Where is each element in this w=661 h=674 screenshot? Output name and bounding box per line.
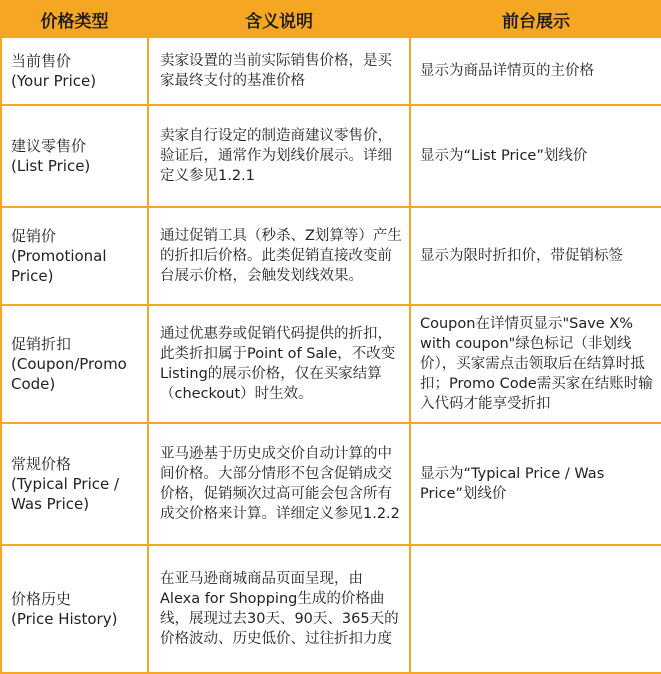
cell-display: 显示为“Typical Price / Was Price”划线价 — [410, 423, 661, 545]
cell-description: 在亚马逊商城商品页面呈现，由Alexa for Shopping生成的价格曲线，展现过去30天、90天、365天的价格波动、历史低价、过往折扣力度 — [148, 545, 410, 673]
header-price-type: 价格类型 — [1, 1, 148, 37]
cell-display: Coupon在详情页显示"Save X% with coupon"绿色标记（非划线价），买家需点击领取后在结算时抵扣；Promo Code需买家在结账时输入代码才能享受折扣 — [410, 305, 661, 423]
cell-price-type: 建议零售价 (List Price) — [1, 105, 148, 207]
cell-price-type: 促销价 (Promotional Price) — [1, 207, 148, 305]
table-row — [1, 105, 661, 207]
table-row — [1, 423, 661, 545]
cell-description: 通过优惠券或促销代码提供的折扣，此类折扣属于Point of Sale，不改变Listing的展示价格，仅在买家结算（checkout）时生效。 — [148, 305, 410, 423]
table-row — [1, 207, 661, 305]
table-row — [1, 37, 661, 105]
cell-display — [410, 545, 661, 673]
cell-price-type: 常规价格 (Typical Price / Was Price) — [1, 423, 148, 545]
table-row — [1, 305, 661, 423]
cell-description: 卖家自行设定的制造商建议零售价，验证后，通常作为划线价展示。详细定义参见1.2.1 — [148, 105, 410, 207]
cell-price-type: 当前售价 (Your Price) — [1, 37, 148, 105]
cell-price-type: 价格历史 (Price History) — [1, 545, 148, 673]
cell-description: 亚马逊基于历史成交价自动计算的中间价格。大部分情形不包含促销成交价格，促销频次过高可能会包含所有成交价格来计算。详细定义参见1.2.2 — [148, 423, 410, 545]
cell-price-type: 促销折扣 (Coupon/Promo Code) — [1, 305, 148, 423]
cell-description: 卖家设置的当前实际销售价格，是买家最终支付的基准价格 — [148, 37, 410, 105]
cell-description: 通过促销工具（秒杀、Z划算等）产生的折扣后价格。此类促销直接改变前台展示价格，会触发划线效果。 — [148, 207, 410, 305]
cell-display: 显示为限时折扣价，带促销标签 — [410, 207, 661, 305]
cell-display: 显示为“List Price”划线价 — [410, 105, 661, 207]
header-description: 含义说明 — [148, 1, 410, 37]
table-header-row — [1, 1, 661, 37]
header-display: 前台展示 — [410, 1, 661, 37]
cell-display: 显示为商品详情页的主价格 — [410, 37, 661, 105]
table-row — [1, 545, 661, 673]
